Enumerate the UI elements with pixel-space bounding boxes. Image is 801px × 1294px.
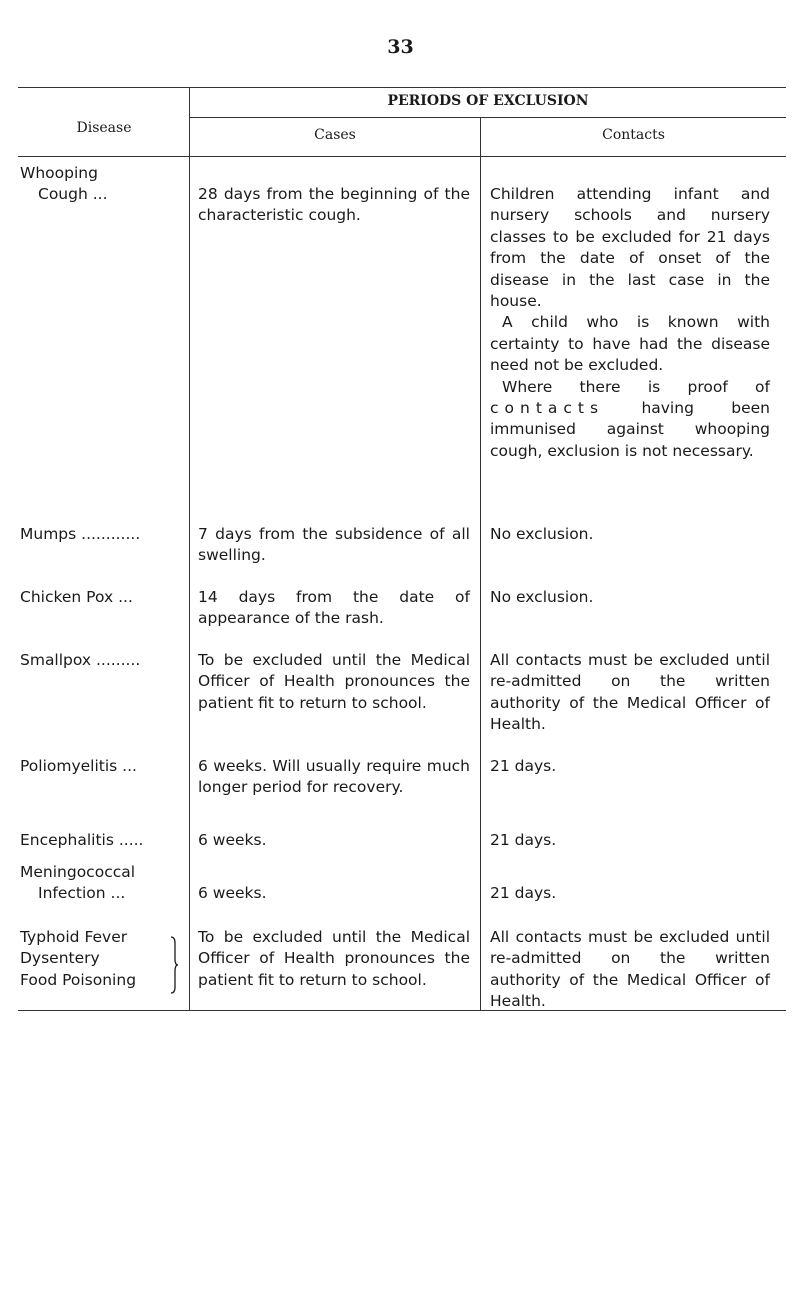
- cases-encephalitis: 6 weeks.: [198, 831, 267, 849]
- header-bottom-rule: [18, 156, 786, 157]
- contacts-paragraph: Children attending infant and nursery schools and nursery classes to be excluded for 21 days from the date of onset of the disease in the last case in the house.: [490, 185, 770, 311]
- contacts-paragraph: A child who is known with certainty to have had the disease need not be excluded.: [490, 313, 770, 375]
- cases-poliomyelitis: 6 weeks. Will usually require much longer period for recovery.: [198, 757, 470, 797]
- contacts-text: having been immunised against whooping cough, exclusion is not necessary.: [490, 399, 770, 460]
- disease-line: Infection ...: [38, 884, 126, 903]
- disease-mumps: Mumps ............: [20, 525, 141, 543]
- right-brace-icon: [170, 935, 178, 995]
- top-rule: [18, 87, 786, 88]
- contacts-mumps: No exclusion.: [490, 525, 594, 543]
- contacts-typhoid-dysentery-food-poisoning: All contacts must be excluded until re-admitted on the written authority of the Medical Officer of Health.: [490, 928, 770, 1011]
- contacts-text: Where there is proof of: [502, 377, 770, 396]
- disease-smallpox: Smallpox .........: [20, 651, 141, 669]
- header-periods-of-exclusion: PERIODS OF EXCLUSION: [387, 93, 589, 109]
- disease-column-divider: [189, 87, 190, 1010]
- cases-whooping-cough: 28 days from the beginning of the characteristic cough.: [198, 185, 470, 225]
- disease-encephalitis: Encephalitis .....: [20, 831, 144, 849]
- page-number: 33: [387, 36, 414, 58]
- header-contacts: Contacts: [602, 127, 665, 143]
- contacts-chicken-pox: No exclusion.: [490, 588, 594, 606]
- disease-line: Meningococcal: [20, 863, 136, 881]
- cases-smallpox: To be excluded until the Medical Officer of Health pronounces the patient fit to return to school.: [198, 651, 470, 712]
- contacts-poliomyelitis: 21 days.: [490, 757, 557, 775]
- contacts-smallpox: All contacts must be excluded until re-admitted on the written authority of the Medical Officer of Health.: [490, 651, 770, 734]
- contacts-meningococcal-infection: 21 days.: [490, 884, 557, 902]
- disease-poliomyelitis: Poliomyelitis ...: [20, 757, 137, 775]
- contacts-spaced-word: contacts: [490, 399, 605, 418]
- periods-rule: [190, 117, 786, 118]
- cases-column-divider: [480, 117, 481, 1010]
- contacts-paragraph: [490, 377, 770, 463]
- cases-mumps: 7 days from the subsidence of all swelling.: [198, 525, 470, 565]
- header-cases: Cases: [314, 127, 356, 143]
- disease-line: Dysentery: [20, 949, 100, 968]
- header-disease: Disease: [76, 120, 132, 136]
- contacts-whooping-cough: [490, 184, 770, 462]
- disease-chicken-pox: Chicken Pox ...: [20, 588, 133, 606]
- disease-whooping-cough: [20, 163, 188, 206]
- contacts-encephalitis: 21 days.: [490, 831, 557, 849]
- disease-line: Whooping: [20, 164, 98, 182]
- disease-line: Food Poisoning: [20, 970, 137, 989]
- disease-line: Cough ...: [38, 185, 108, 204]
- cases-meningococcal-infection: 6 weeks.: [198, 884, 267, 902]
- disease-typhoid-dysentery-food-poisoning: [20, 927, 188, 991]
- cases-chicken-pox: 14 days from the date of appearance of the rash.: [198, 588, 470, 628]
- cases-typhoid-dysentery-food-poisoning: To be excluded until the Medical Officer of Health pronounces the patient fit to return to school.: [198, 928, 470, 989]
- disease-line: Typhoid Fever: [20, 928, 128, 946]
- disease-meningococcal-infection: [20, 862, 188, 905]
